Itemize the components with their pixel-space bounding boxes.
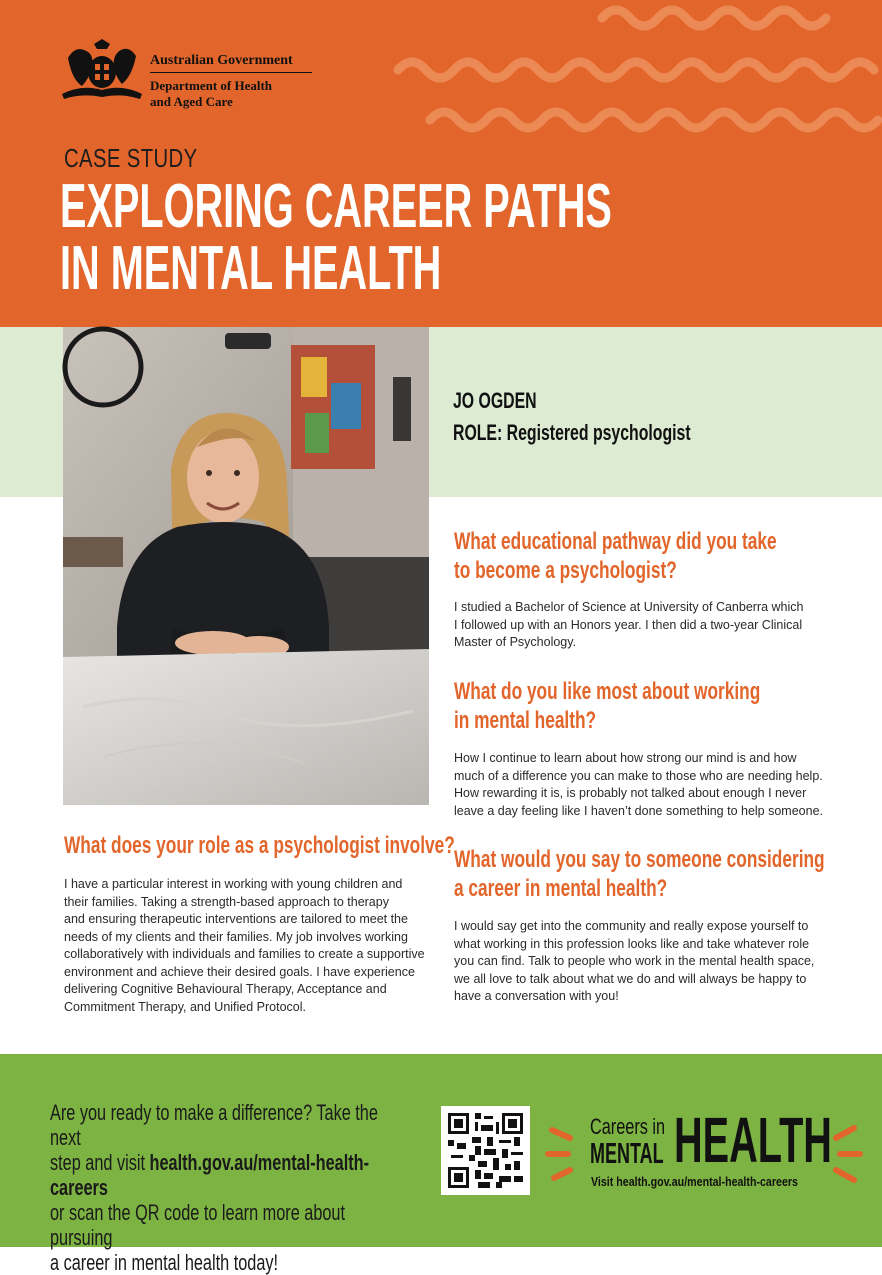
- answer-line: I followed up with an Honors year. I then did a two-year Clinical: [454, 617, 803, 632]
- answer-line: Commitment Therapy, and Unified Protocol.: [64, 999, 307, 1014]
- answer-line: what working in this profession looks like and take whatever role: [454, 936, 810, 951]
- answer-line: and ensuring therapeutic interventions are tailored to meet the: [64, 912, 408, 926]
- cta-line: [50, 1150, 405, 1200]
- cta-text: step and visit: [50, 1150, 150, 1175]
- question-heading: [454, 527, 777, 585]
- question-line: in mental health?: [454, 707, 597, 734]
- answer-text: [454, 750, 874, 820]
- profile-details: [453, 388, 783, 446]
- answer-line: leave a day feeling like I haven’t done something to help someone.: [454, 803, 823, 818]
- answer-line: you can find. Talk to people who work in the mental health space,: [454, 954, 815, 968]
- cta-line: Are you ready to make a difference? Take the next: [50, 1100, 378, 1150]
- decorative-wave-pattern: [390, 0, 882, 140]
- question-heading: [64, 831, 455, 860]
- answer-line: I have a particular interest in working with young children and: [64, 877, 403, 891]
- answer-line: their families. Taking a strength-based approach to therapy: [64, 894, 389, 909]
- brand-url[interactable]: Visit health.gov.au/mental-health-careers: [591, 1174, 798, 1189]
- question-heading: [454, 677, 760, 735]
- answer-text: [64, 876, 434, 1016]
- brand-careers-in: Careers in: [590, 1114, 666, 1139]
- answer-text: [454, 918, 874, 1006]
- answer-line: I would say get into the community and really expose yourself to: [454, 919, 809, 933]
- careers-link[interactable]: health.gov.au/mental-health-careers: [50, 1150, 370, 1200]
- department-name-line1: Department of Health: [150, 78, 273, 93]
- answer-line: environment and achieve their desired goals. I have experience: [64, 964, 415, 979]
- question-line: to become a psychologist?: [454, 557, 677, 584]
- answer-line: needs of my clients and their families. My job involves working: [64, 929, 408, 944]
- department-name-line2: and Aged Care: [150, 94, 233, 109]
- answer-line: I studied a Bachelor of Science at University of Canberra which: [454, 600, 804, 614]
- person-name: JO OGDEN: [453, 388, 537, 413]
- brand-mental: MENTAL: [590, 1138, 664, 1170]
- title-line-1: EXPLORING CAREER PATHS: [60, 172, 612, 241]
- coat-of-arms-icon: [58, 38, 146, 102]
- portrait-illustration: [63, 327, 429, 805]
- cta-line: or scan the QR code to learn more about pursuing: [50, 1200, 346, 1250]
- careers-in-mental-health-logo: [546, 1104, 866, 1198]
- person-role: ROLE: Registered psychologist: [453, 420, 691, 445]
- portrait-photo: [63, 327, 429, 805]
- brand-health: HEALTH: [674, 1104, 832, 1176]
- cta-line: a career in mental health today!: [50, 1250, 279, 1275]
- question-heading: [454, 845, 825, 903]
- question-line: a career in mental health?: [454, 875, 668, 902]
- australian-government-logo: [58, 38, 312, 110]
- call-to-action: [50, 1100, 405, 1275]
- qr-code-icon: [448, 1113, 523, 1188]
- title-line-2: IN MENTAL HEALTH: [60, 234, 442, 303]
- answer-line: How rewarding it is, is probably not talked about enough I never: [454, 786, 807, 800]
- answer-line: delivering Cognitive Behavioural Therapy, Acceptance and: [64, 982, 387, 996]
- answer-text: [454, 599, 854, 652]
- footer-banner: [0, 1054, 882, 1275]
- qr-code[interactable]: [441, 1106, 530, 1195]
- question-line: What educational pathway did you take: [454, 528, 777, 555]
- case-study-label: CASE STUDY: [64, 143, 198, 173]
- answer-line: How I continue to learn about how strong our mind is and how: [454, 751, 797, 765]
- answer-line: have a conversation with you!: [454, 989, 619, 1003]
- header-banner: [0, 0, 882, 327]
- government-name: Australian Government: [150, 38, 312, 73]
- answer-line: much of a difference you can make to those who are needing help.: [454, 768, 823, 783]
- answer-line: Master of Psychology.: [454, 635, 577, 649]
- page-title: [60, 172, 612, 303]
- question-line: What does your role as a psychologist involve?: [64, 832, 455, 859]
- answer-line: collaboratively with individuals and families to create a supportive: [64, 947, 425, 961]
- question-line: What do you like most about working: [454, 678, 761, 705]
- question-line: What would you say to someone considering: [454, 846, 825, 873]
- answer-line: we all love to talk about what we do and will always be happy to: [454, 971, 807, 986]
